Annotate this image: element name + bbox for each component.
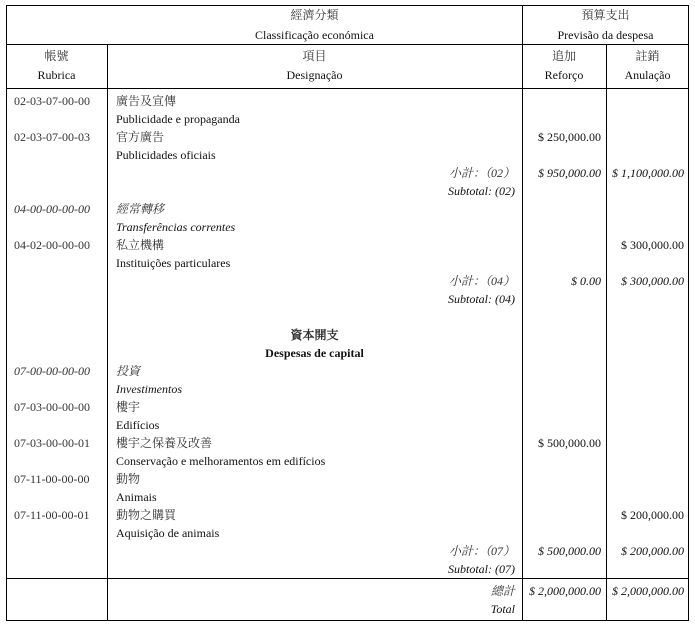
subtotal-reinforcement-value: $ 500,000.00 xyxy=(538,544,601,558)
total-label-zh: 總計 xyxy=(490,584,515,598)
total-reinforcement-value: $ 2,000,000.00 xyxy=(529,584,601,598)
row-annulment-value: $ 300,000.00 xyxy=(621,238,684,252)
row-designation-zh: 經常轉移 xyxy=(116,202,165,216)
row-designation-zh: 動物 xyxy=(116,472,141,486)
subtotal-label-zh: 小計：（02） xyxy=(448,166,515,180)
subtotal-annulment-value: $ 1,100,000.00 xyxy=(612,166,684,180)
row-code: 07-11-00-00-01 xyxy=(14,508,90,522)
subtotal-label-pt: Subtotal: (02) xyxy=(448,184,515,198)
reinforcement-header-zh: 追加 xyxy=(551,49,576,63)
subtotal-label-zh: 小計：（04） xyxy=(448,274,515,288)
row-code: 02-03-07-00-00 xyxy=(14,94,90,108)
row-code: 07-00-00-00-00 xyxy=(14,364,90,378)
row-designation-zh: 官方廣告 xyxy=(116,130,165,144)
annulment-column-divider xyxy=(606,44,607,621)
annulment-header-zh: 註銷 xyxy=(635,49,660,63)
row-designation-pt: Edifícios xyxy=(116,418,160,432)
total-label-pt: Total xyxy=(490,602,515,616)
rubric-header-zh: 帳號 xyxy=(44,49,69,63)
row-code: 07-03-00-00-01 xyxy=(14,436,90,450)
row-code: 07-03-00-00-00 xyxy=(14,400,90,414)
budget-table xyxy=(6,5,689,621)
row-code: 07-11-00-00-00 xyxy=(14,472,90,486)
row-reinforcement-value: $ 250,000.00 xyxy=(538,130,601,144)
row-annulment-value: $ 200,000.00 xyxy=(621,508,684,522)
budget-forecast-zh: 預算支出 xyxy=(581,8,630,22)
economic-classification-pt: Classificação económica xyxy=(255,28,374,42)
subtotal-annulment-value: $ 300,000.00 xyxy=(621,274,684,288)
total-divider xyxy=(6,578,689,579)
row-designation-zh: 樓宇 xyxy=(116,400,141,414)
row-designation-zh: 投資 xyxy=(116,364,141,378)
budget-forecast-pt: Previsão da despesa xyxy=(557,28,654,42)
economic-classification-zh: 經濟分類 xyxy=(290,8,339,22)
subtotal-label-pt: Subtotal: (04) xyxy=(448,292,515,306)
subtotal-label-zh: 小計：（07） xyxy=(448,544,515,558)
row-reinforcement-value: $ 500,000.00 xyxy=(538,436,601,450)
column-header-divider xyxy=(6,88,689,89)
designation-header-zh: 項目 xyxy=(302,49,327,63)
row-designation-pt: Transferências correntes xyxy=(116,220,236,234)
section-heading-zh: 資本開支 xyxy=(290,328,339,342)
rubric-header-pt: Rubrica xyxy=(37,68,76,82)
row-code: 04-00-00-00-00 xyxy=(14,202,90,216)
row-designation-zh: 樓宇之保養及改善 xyxy=(116,436,213,450)
row-designation-zh: 私立機構 xyxy=(116,238,165,252)
row-designation-pt: Animais xyxy=(116,490,157,504)
row-designation-pt: Aquisição de animais xyxy=(116,526,220,540)
header-divider xyxy=(6,44,689,45)
row-designation-pt: Investimentos xyxy=(116,382,182,396)
row-designation-zh: 動物之購買 xyxy=(116,508,177,522)
row-designation-zh: 廣告及宣傳 xyxy=(116,94,177,108)
row-code: 04-02-00-00-00 xyxy=(14,238,90,252)
total-annulment-value: $ 2,000,000.00 xyxy=(612,584,684,598)
forecast-column-divider xyxy=(522,5,523,621)
reinforcement-header-pt: Reforço xyxy=(544,68,584,82)
designation-header-pt: Designação xyxy=(286,68,343,82)
row-designation-pt: Publicidade e propaganda xyxy=(116,112,240,126)
row-designation-pt: Instituições particulares xyxy=(116,256,231,270)
row-designation-pt: Publicidades oficiais xyxy=(116,148,216,162)
row-code: 02-03-07-00-03 xyxy=(14,130,90,144)
annulment-header-pt: Anulação xyxy=(624,68,671,82)
section-heading-pt: Despesas de capital xyxy=(265,346,364,360)
subtotal-reinforcement-value: $ 0.00 xyxy=(571,274,601,288)
subtotal-reinforcement-value: $ 950,000.00 xyxy=(538,166,601,180)
subtotal-annulment-value: $ 200,000.00 xyxy=(621,544,684,558)
subtotal-label-pt: Subtotal: (07) xyxy=(448,562,515,576)
row-designation-pt: Conservação e melhoramentos em edifícios xyxy=(116,454,326,468)
